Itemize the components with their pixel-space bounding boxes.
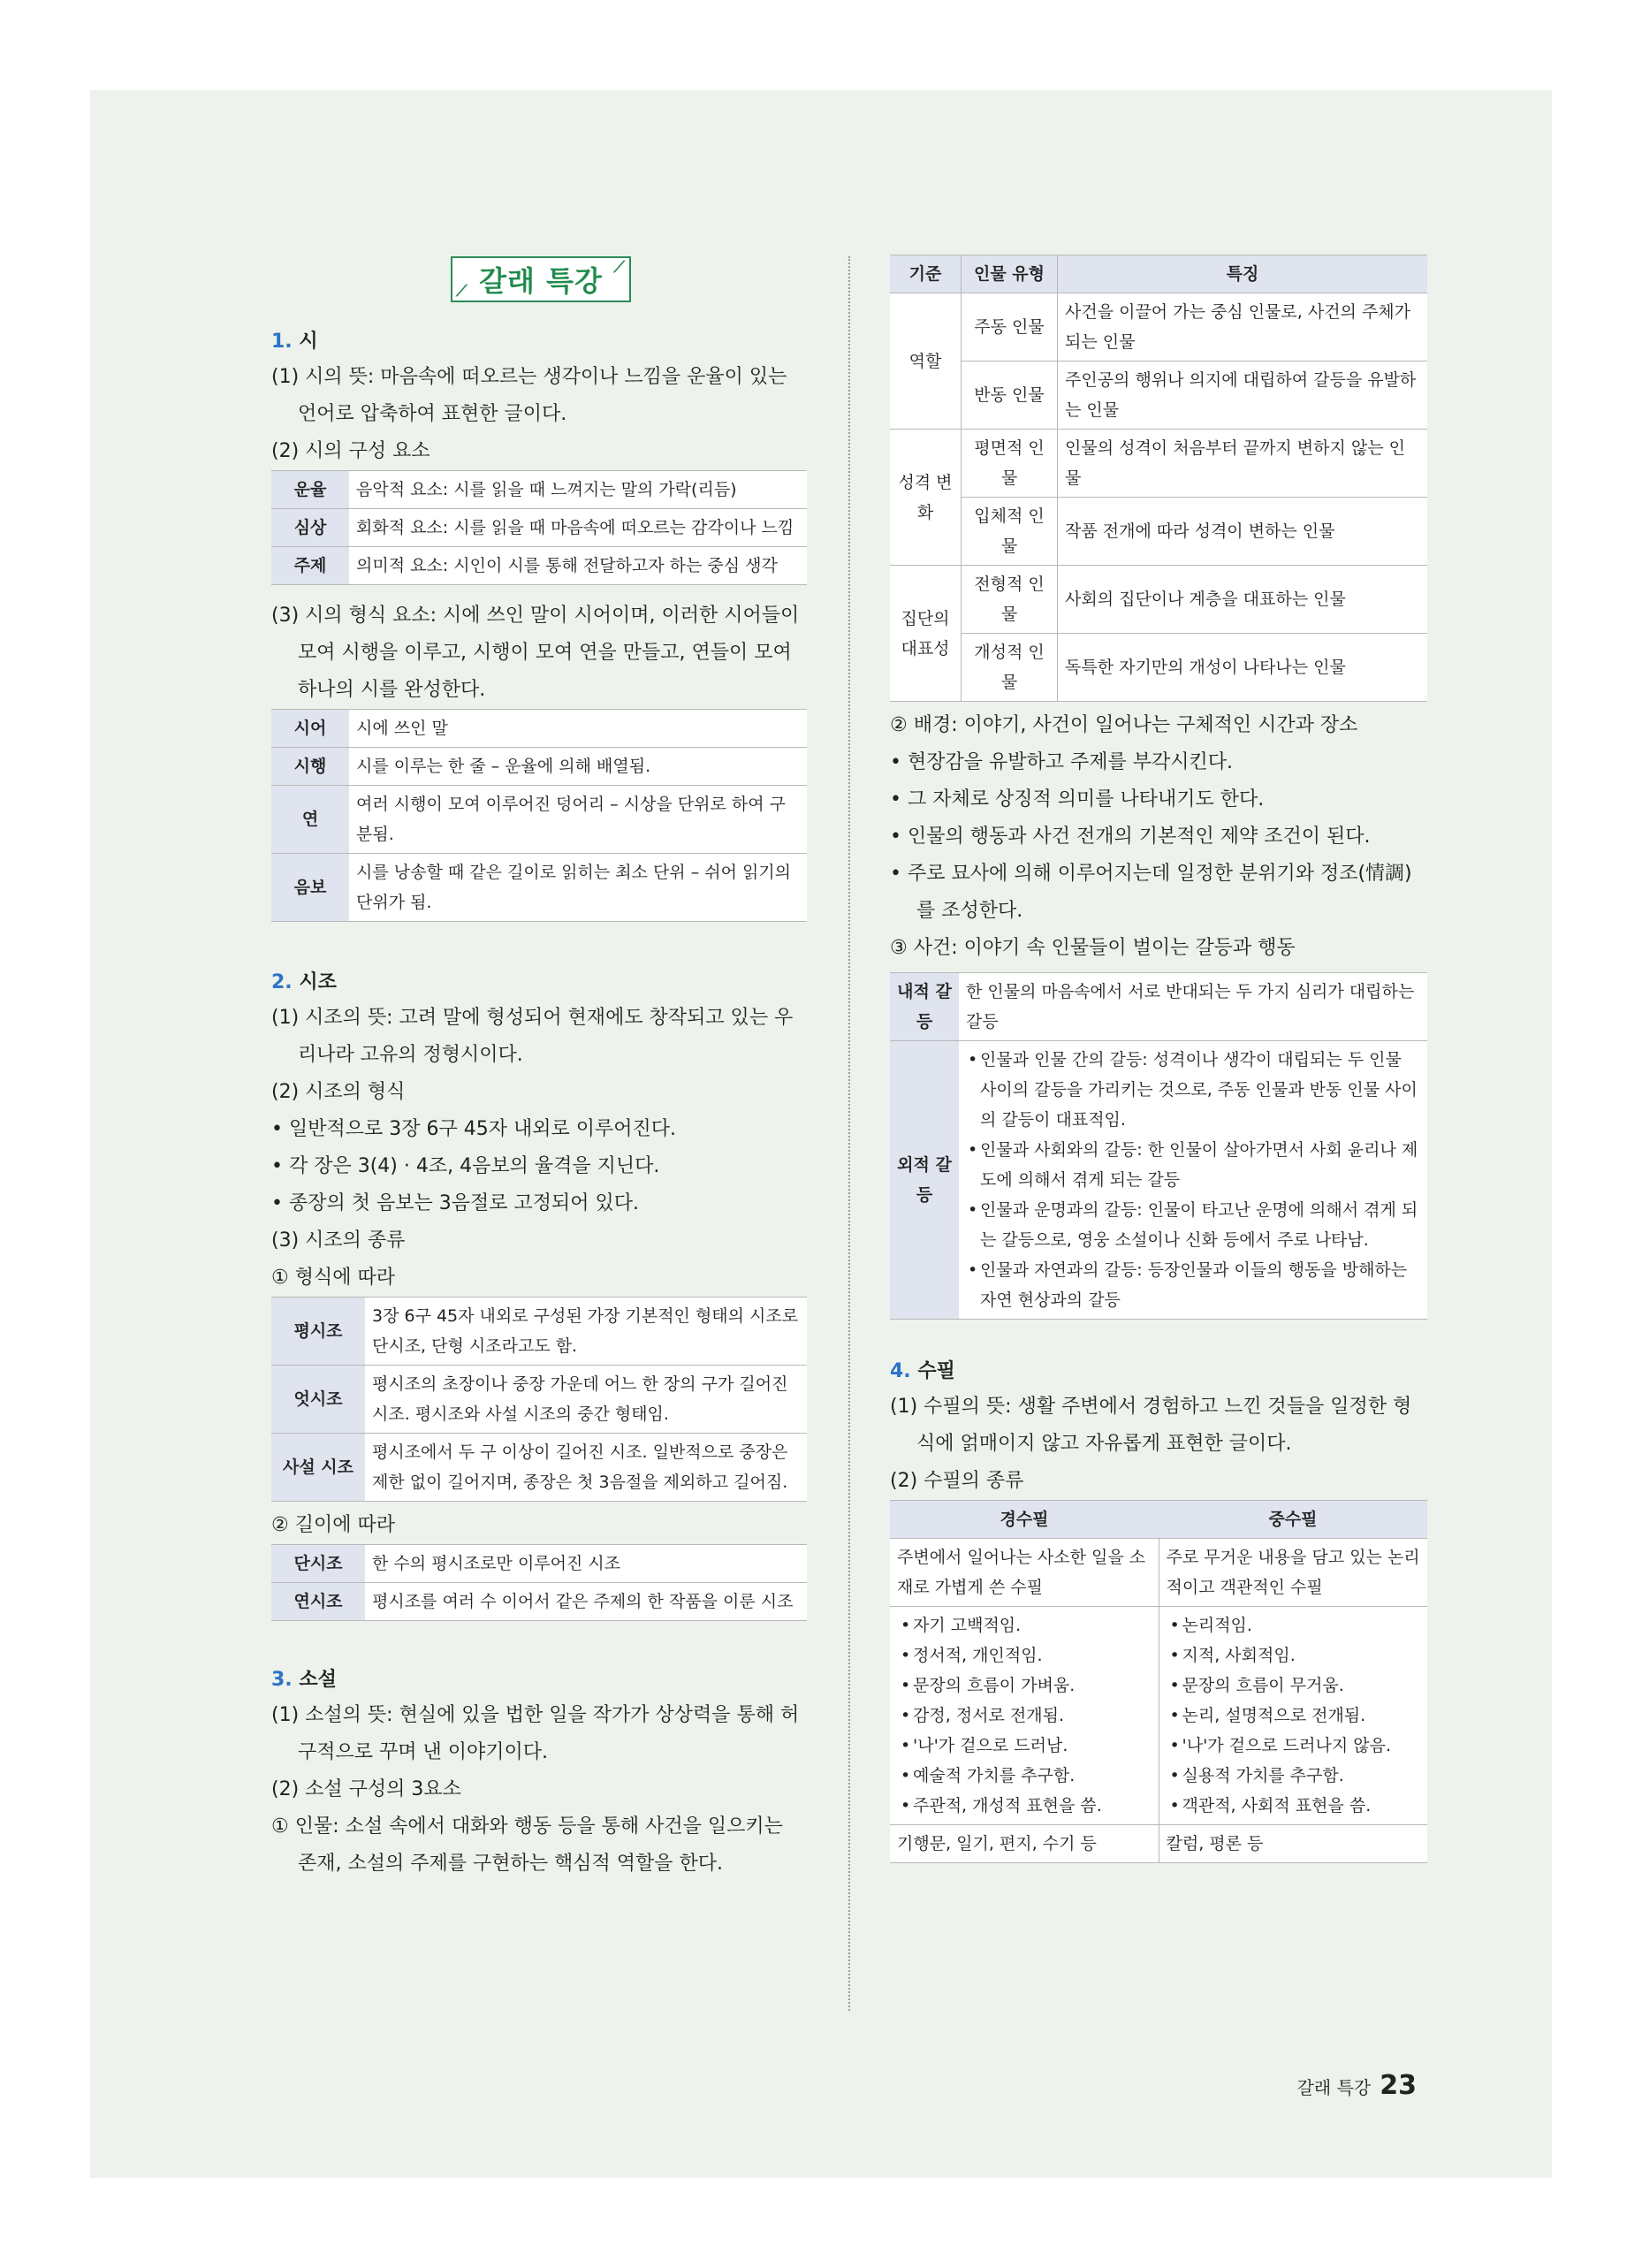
char-table-row <box>890 362 1427 430</box>
sijo-type-row <box>271 1298 807 1366</box>
light-essay-feature: • 감정, 정서로 전개됨. <box>913 1701 1152 1731</box>
sijo-length-value: 한 수의 평시조로만 이루어진 시조 <box>365 1545 807 1583</box>
light-essay-header: 경수필 <box>890 1501 1159 1539</box>
char-feature: 사회의 집단이나 계층을 대표하는 인물 <box>1058 566 1428 634</box>
poem-form-text-2: 모여 시행을 이루고, 시행이 모여 연을 만들고, 연들이 모여 <box>298 642 792 664</box>
light-essay-examples: 기행문, 일기, 편지, 수기 등 <box>890 1825 1159 1863</box>
sijo-type-key: 사설 시조 <box>271 1434 365 1502</box>
char-feature: 인물의 성격이 처음부터 끝까지 변하지 않는 인물 <box>1058 430 1428 498</box>
poem-form-row <box>271 748 807 786</box>
char-type: 입체적 인물 <box>962 498 1058 566</box>
heavy-essay-feature: • 논리, 설명적으로 전개됨. <box>1182 1701 1421 1731</box>
left-column <box>271 255 807 1883</box>
light-essay-feature: • 정서적, 개인적임. <box>913 1640 1152 1671</box>
poem-form-row <box>271 786 807 854</box>
char-table-header: 기준 <box>890 255 962 293</box>
light-essay-feature: • 문장의 흐름이 가벼움. <box>913 1671 1152 1701</box>
page-number: 23 <box>1380 2070 1417 2101</box>
char-table-row <box>890 634 1427 702</box>
outer-conflict-item: • 인물과 인물 간의 갈등: 성격이나 생각이 대립되는 두 인물 사이의 갈등을 가리키는 것으로, 주동 인물과 반동 인물 사이의 갈등이 대표적임. <box>980 1045 1420 1135</box>
setting-bullet-3: • 인물의 행동과 사건 전개의 기본적인 제약 조건이 된다. <box>890 826 1371 848</box>
poem-form-value: 시에 쓰인 말 <box>349 710 807 748</box>
novel-character: ① 인물: 소설 속에서 대화와 행동 등을 통해 사건을 일으키는 <box>271 1815 783 1838</box>
sijo-by-form: ① 형식에 따라 <box>271 1267 395 1289</box>
poem-element-value: 음악적 요소: 시를 읽을 때 느껴지는 말의 가락(리듬) <box>349 471 807 509</box>
column-divider <box>848 256 850 2011</box>
novel-definition-cont: 구적으로 꾸며 낸 이야기이다. <box>298 1741 548 1763</box>
sijo-type-row <box>271 1434 807 1502</box>
poem-form-row <box>271 854 807 922</box>
sijo-length-row <box>271 1583 807 1621</box>
heavy-essay-examples: 칼럼, 평론 등 <box>1159 1825 1427 1863</box>
section-1-heading: 1. 시 <box>271 331 318 353</box>
light-essay-feature: • 예술적 가치를 추구함. <box>913 1761 1152 1791</box>
sijo-length-value: 평시조를 여러 수 이어서 같은 주제의 한 작품을 이룬 시조 <box>365 1583 807 1621</box>
heavy-essay-feature: • 실용적 가치를 추구함. <box>1182 1761 1421 1791</box>
sijo-type-value: 평시조에서 두 구 이상이 길어진 시조. 일반적으로 중장은 제한 없이 길어지며, 종장은 첫 3음절을 제외하고 길어짐. <box>365 1434 807 1502</box>
page-footer <box>1297 2070 1417 2101</box>
inner-conflict-desc: 한 인물의 마음속에서 서로 반대되는 두 가지 심리가 대립하는 갈등 <box>959 973 1427 1041</box>
sijo-type-key: 엇시조 <box>271 1366 365 1434</box>
setting-bullet-4-cont: 를 조성한다. <box>916 900 1023 922</box>
heavy-essay-desc: 주로 무거운 내용을 담고 있는 논리적이고 객관적인 수필 <box>1159 1539 1427 1607</box>
char-criterion: 집단의 대표성 <box>890 566 962 702</box>
heavy-essay-header: 중수필 <box>1159 1501 1427 1539</box>
novel-elements-heading: (2) 소설 구성의 3요소 <box>271 1778 461 1800</box>
title-deco-left: ⟋ <box>456 282 468 301</box>
poem-form-key: 시어 <box>271 710 349 748</box>
sijo-types-heading: (3) 시조의 종류 <box>271 1229 406 1252</box>
poem-definition-cont: 언어로 압축하여 표현한 글이다. <box>298 403 567 425</box>
char-table-header: 인물 유형 <box>962 255 1058 293</box>
essay-types-heading: (2) 수필의 종류 <box>890 1470 1024 1492</box>
char-type: 평면적 인물 <box>962 430 1058 498</box>
char-feature: 작품 전개에 따라 성격이 변하는 인물 <box>1058 498 1428 566</box>
sijo-definition-cont: 리나라 고유의 정형시이다. <box>298 1044 523 1066</box>
essay-definition-cont: 식에 얽매이지 않고 자유롭게 표현한 글이다. <box>916 1433 1292 1455</box>
poem-element-key: 심상 <box>271 509 349 547</box>
poem-forms-table <box>271 709 807 922</box>
poem-definition: (1) 시의 뜻: 마음속에 떠오르는 생각이나 느낌을 운율이 있는 <box>271 366 787 388</box>
heavy-essay-features <box>1159 1607 1427 1825</box>
heavy-essay-feature: • 논리적임. <box>1182 1610 1421 1640</box>
poem-form-text: (3) 시의 형식 요소: 시에 쓰인 말이 시어이며, 이러한 시어들이 <box>271 605 800 627</box>
char-feature: 사건을 이끌어 가는 중심 인물로, 사건의 주체가 되는 인물 <box>1058 293 1428 362</box>
light-essay-feature: • 주관적, 개성적 표현을 씀. <box>913 1791 1152 1821</box>
light-essay-feature: • 자기 고백적임. <box>913 1610 1152 1640</box>
poem-elements-heading: (2) 시의 구성 요소 <box>271 440 430 462</box>
poem-form-key: 시행 <box>271 748 349 786</box>
heavy-essay-feature: • 문장의 흐름이 무거움. <box>1182 1671 1421 1701</box>
sijo-bullet-3: • 종장의 첫 음보는 3음절로 고정되어 있다. <box>271 1192 639 1214</box>
poem-element-key: 운율 <box>271 471 349 509</box>
event-heading: ③ 사건: 이야기 속 인물들이 벌이는 갈등과 행동 <box>890 937 1296 959</box>
page-title: 갈래 특강 <box>479 264 603 298</box>
novel-definition: (1) 소설의 뜻: 현실에 있을 법한 일을 작가가 상상력을 통해 허 <box>271 1704 800 1726</box>
poem-form-value: 시를 이루는 한 줄 – 운율에 의해 배열됨. <box>349 748 807 786</box>
section-3-heading: 3. 소설 <box>271 1669 337 1691</box>
sijo-type-value: 3장 6구 45자 내외로 구성된 가장 기본적인 형태의 시조로 단시조, 단형 시조라고도 함. <box>365 1298 807 1366</box>
poem-element-row <box>271 547 807 585</box>
char-type: 반동 인물 <box>962 362 1058 430</box>
setting-heading: ② 배경: 이야기, 사건이 일어나는 구체적인 시간과 장소 <box>890 714 1358 736</box>
heavy-essay-feature: • 객관적, 사회적 표현을 씀. <box>1182 1791 1421 1821</box>
sijo-length-key: 연시조 <box>271 1583 365 1621</box>
essay-types-table <box>890 1500 1427 1863</box>
setting-bullet-4: • 주로 묘사에 의해 이루어지는데 일정한 분위기와 정조(情調) <box>890 863 1412 885</box>
outer-conflict-label: 외적 갈등 <box>890 1041 959 1320</box>
character-types-table <box>890 255 1427 702</box>
char-type: 주동 인물 <box>962 293 1058 362</box>
poem-element-row <box>271 471 807 509</box>
poem-element-value: 회화적 요소: 시를 읽을 때 마음속에 떠오르는 감각이나 느낌 <box>349 509 807 547</box>
light-essay-desc: 주변에서 일어나는 사소한 일을 소재로 가볍게 쓴 수필 <box>890 1539 1159 1607</box>
conflict-table <box>890 972 1427 1320</box>
sijo-length-key: 단시조 <box>271 1545 365 1583</box>
sijo-type-value: 평시조의 초장이나 중장 가운데 어느 한 장의 구가 길어진 시조. 평시조와 사설 시조의 중간 형태임. <box>365 1366 807 1434</box>
section-4-heading: 4. 수필 <box>890 1360 955 1382</box>
poem-element-row <box>271 509 807 547</box>
sijo-bullet-2: • 각 장은 3(4) · 4조, 4음보의 율격을 지닌다. <box>271 1155 660 1177</box>
right-column <box>890 255 1427 1863</box>
sijo-by-length: ② 길이에 따라 <box>271 1514 395 1536</box>
char-table-row <box>890 293 1427 362</box>
sijo-type-key: 평시조 <box>271 1298 365 1366</box>
char-table-row <box>890 566 1427 634</box>
outer-conflict-item: • 인물과 운명과의 갈등: 인물이 타고난 운명에 의해서 겪게 되는 갈등으로, 영웅 소설이나 신화 등에서 주로 나타남. <box>980 1195 1420 1255</box>
heavy-essay-feature: • '나'가 겉으로 드러나지 않음. <box>1182 1731 1421 1761</box>
poem-elements-table <box>271 470 807 585</box>
outer-conflict-item: • 인물과 자연과의 갈등: 등장인물과 이들의 행동을 방해하는 자연 현상과의 갈등 <box>980 1255 1420 1315</box>
sijo-form-heading: (2) 시조의 형식 <box>271 1081 406 1103</box>
char-feature: 독특한 자기만의 개성이 나타나는 인물 <box>1058 634 1428 702</box>
novel-character-cont: 존재, 소설의 주제를 구현하는 핵심적 역할을 한다. <box>298 1853 723 1875</box>
footer-label: 갈래 특강 <box>1296 2077 1372 2098</box>
section-2-heading: 2. 시조 <box>271 971 337 993</box>
sijo-length-table <box>271 1544 807 1621</box>
char-type: 개성적 인물 <box>962 634 1058 702</box>
poem-form-text-3: 하나의 시를 완성한다. <box>298 679 486 701</box>
light-essay-feature: • '나'가 겉으로 드러남. <box>913 1731 1152 1761</box>
setting-bullet-2: • 그 자체로 상징적 의미를 나타내기도 한다. <box>890 788 1265 811</box>
char-table-row <box>890 430 1427 498</box>
essay-definition: (1) 수필의 뜻: 생활 주변에서 경험하고 느낀 것들을 일정한 형 <box>890 1396 1412 1418</box>
sijo-bullet-1: • 일반적으로 3장 6구 45자 내외로 이루어진다. <box>271 1118 676 1140</box>
setting-bullet-1: • 현장감을 유발하고 주제를 부각시킨다. <box>890 751 1233 773</box>
outer-conflict-list <box>966 1045 1420 1315</box>
inner-conflict-label: 내적 갈등 <box>890 973 959 1041</box>
char-criterion: 역할 <box>890 293 962 430</box>
poem-element-value: 의미적 요소: 시인이 시를 통해 전달하고자 하는 중심 생각 <box>349 547 807 585</box>
sijo-type-row <box>271 1366 807 1434</box>
char-table-row <box>890 498 1427 566</box>
char-criterion: 성격 변화 <box>890 430 962 566</box>
poem-form-value: 시를 낭송할 때 같은 길이로 읽히는 최소 단위 – 쉬어 읽기의 단위가 됨. <box>349 854 807 922</box>
poem-form-value: 여러 시행이 모여 이루어진 덩어리 – 시상을 단위로 하여 구분됨. <box>349 786 807 854</box>
title-deco-right: ⟋ <box>613 258 626 277</box>
char-feature: 주인공의 행위나 의지에 대립하여 갈등을 유발하는 인물 <box>1058 362 1428 430</box>
char-table-header: 특징 <box>1058 255 1428 293</box>
sijo-definition: (1) 시조의 뜻: 고려 말에 형성되어 현재에도 창작되고 있는 우 <box>271 1007 794 1029</box>
poem-form-key: 음보 <box>271 854 349 922</box>
poem-element-key: 주제 <box>271 547 349 585</box>
light-essay-features <box>890 1607 1159 1825</box>
sijo-form-table <box>271 1297 807 1502</box>
char-type: 전형적 인물 <box>962 566 1058 634</box>
sijo-length-row <box>271 1545 807 1583</box>
heavy-essay-feature: • 지적, 사회적임. <box>1182 1640 1421 1671</box>
poem-form-row <box>271 710 807 748</box>
outer-conflict-item: • 인물과 사회와의 갈등: 한 인물이 살아가면서 사회 윤리나 제도에 의해서 겪게 되는 갈등 <box>980 1135 1420 1195</box>
outer-conflict-desc <box>959 1041 1427 1320</box>
poem-form-key: 연 <box>271 786 349 854</box>
